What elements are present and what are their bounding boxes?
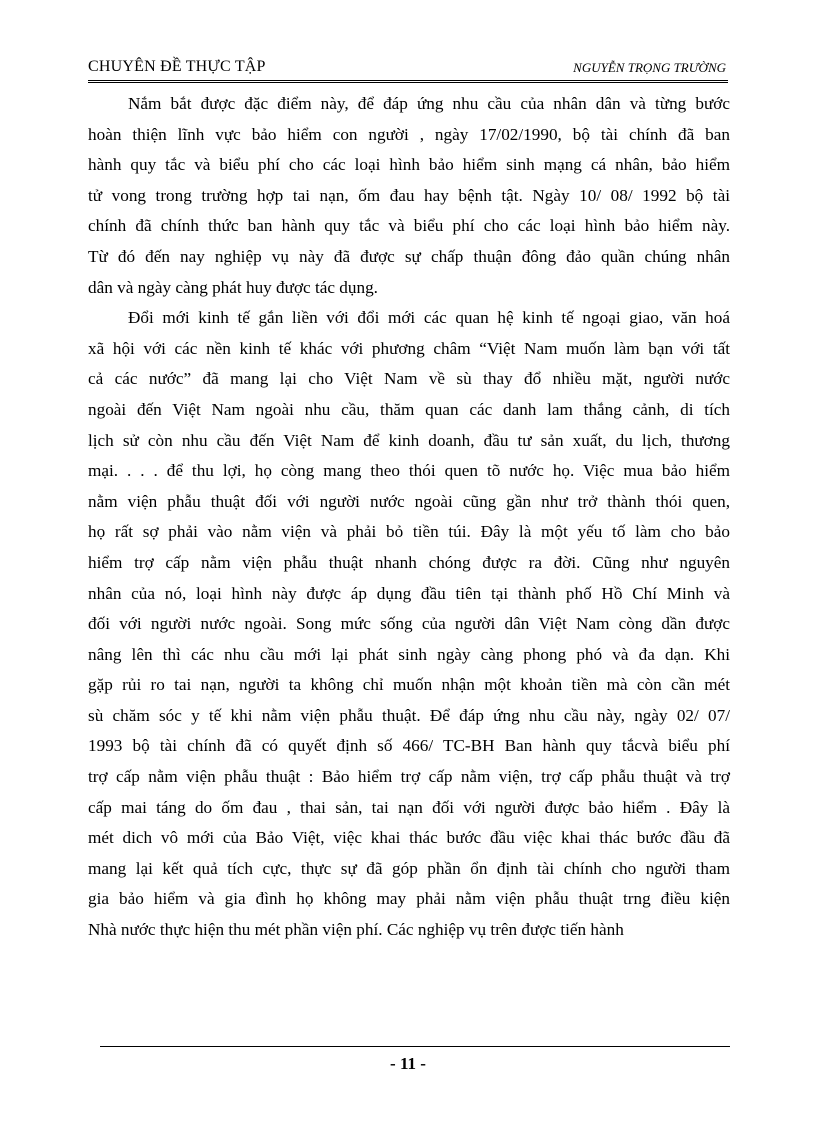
text-line: trợ cấp nằm viện phẫu thuật : Bảo hiểm trợ cấp nằm viện, trợ cấp phẫu thuật và trợ	[88, 767, 730, 787]
text-line: mang lại kết quả tích cực, thực sự đã góp phần ổn định tài chính cho người tham	[88, 858, 730, 878]
paragraph	[88, 303, 730, 945]
text-line: đối với người nước ngoài. Song mức sống của người dân Việt Nam còng dần được	[88, 614, 730, 634]
text-line: cả các nước” đã mang lại cho Việt Nam về sù thay đổ nhiều mặt, người nước	[88, 369, 730, 389]
text-line: mại. . . . để thu lợi, họ còng mang theo thói quen tõ nước họ. Việc mua bảo hiểm	[88, 461, 730, 481]
text-line: chính đã chính thức ban hành quy tắc và biểu phí cho các loại hình bảo hiểm này.	[88, 216, 730, 236]
header-author: NGUYỄN TRỌNG TRƯỜNG	[573, 60, 726, 75]
text-line: nâng lên thì các nhu cầu mới lại phát sinh ngày càng phong phó và đa dạn. Khi	[88, 644, 730, 664]
text-line: Từ đó đến nay nghiệp vụ này đã được sự chấp thuận đông đảo quần chúng nhân	[88, 246, 730, 266]
text-line: ngoài đến Việt Nam ngoài nhu cầu, thăm quan các danh lam thắng cảnh, di tích	[88, 399, 730, 419]
text-line: gia bảo hiểm và gia đình họ không may phải nằm viện phẫu thuật trng điều kiện	[88, 889, 730, 909]
text-line: Đổi mới kinh tế gắn liền với đổi mới các quan hệ kinh tế ngoại giao, văn hoá	[128, 308, 730, 328]
footer-divider	[100, 1046, 730, 1047]
text-line: Nắm bắt được đặc điểm này, để đáp ứng nhu cầu của nhân dân và từng bước	[128, 94, 730, 113]
page-header	[88, 56, 728, 83]
text-line: họ rất sợ phải vào nằm viện và phải bỏ tiền túi. Đây là một yếu tố làm cho bảo	[88, 522, 730, 542]
text-line: tử vong trong trường hợp tai nạn, ốm đau hay bệnh tật. Ngày 10/ 08/ 1992 bộ tài	[88, 185, 730, 205]
header-title: CHUYÊN ĐỀ THỰC TẬP	[88, 58, 266, 75]
text-line: sù chăm sóc y tế khi nằm viện phẫu thuật. Để đáp ứng nhu cầu này, ngày 02/ 07/	[88, 705, 730, 725]
page-number: - 11 -	[390, 1054, 426, 1073]
text-line: 1993 bộ tài chính đã có quyết định số 466/ TC-BH Ban hành quy tắcvà biểu phí	[88, 736, 730, 756]
paragraph	[88, 89, 730, 303]
text-line: dân và ngày càng phát huy được tác dụng.	[88, 277, 378, 297]
body-text	[88, 89, 730, 946]
text-line: hiểm trợ cấp nằm viện phẫu thuật nhanh chóng được ra đời. Cũng như nguyên	[88, 552, 730, 572]
text-line: hoàn thiện lĩnh vực bảo hiểm con người , ngày 17/02/1990, bộ tài chính đã ban	[88, 124, 730, 144]
text-line: nằm viện phẫu thuật đối với người nước ngoài cũng gần như trở thành thói quen,	[88, 491, 730, 511]
text-line: cấp mai táng do ốm đau , thai sản, tai nạn đối với người được bảo hiểm . Đây là	[88, 797, 730, 817]
text-line: xã hội với các nền kinh tế khác với phương châm “Việt Nam muốn làm bạn với tất	[88, 338, 730, 358]
text-line: gặp rủi ro tai nạn, người ta không chỉ muốn nhận một khoản tiền mà còn cần mét	[88, 675, 730, 695]
text-line: nhân của nó, loại hình này được áp dụng đầu tiên tại thành phố Hồ Chí Minh và	[88, 583, 730, 603]
text-line: mét dich vô mới của Bảo Việt, việc khai thác bước đầu việc khai thác bước đầu đã	[88, 828, 730, 848]
text-line: Nhà nước thực hiện thu mét phần viện phí. Các nghiệp vụ trên được tiến hành	[88, 920, 624, 940]
text-line: hành quy tắc và biểu phí cho các loại hình bảo hiểm sinh mạng cá nhân, bảo hiểm	[88, 155, 730, 175]
text-line: lịch sử còn nhu cầu đến Việt Nam để kinh doanh, đầu tư sản xuất, du lịch, thương	[88, 430, 730, 450]
